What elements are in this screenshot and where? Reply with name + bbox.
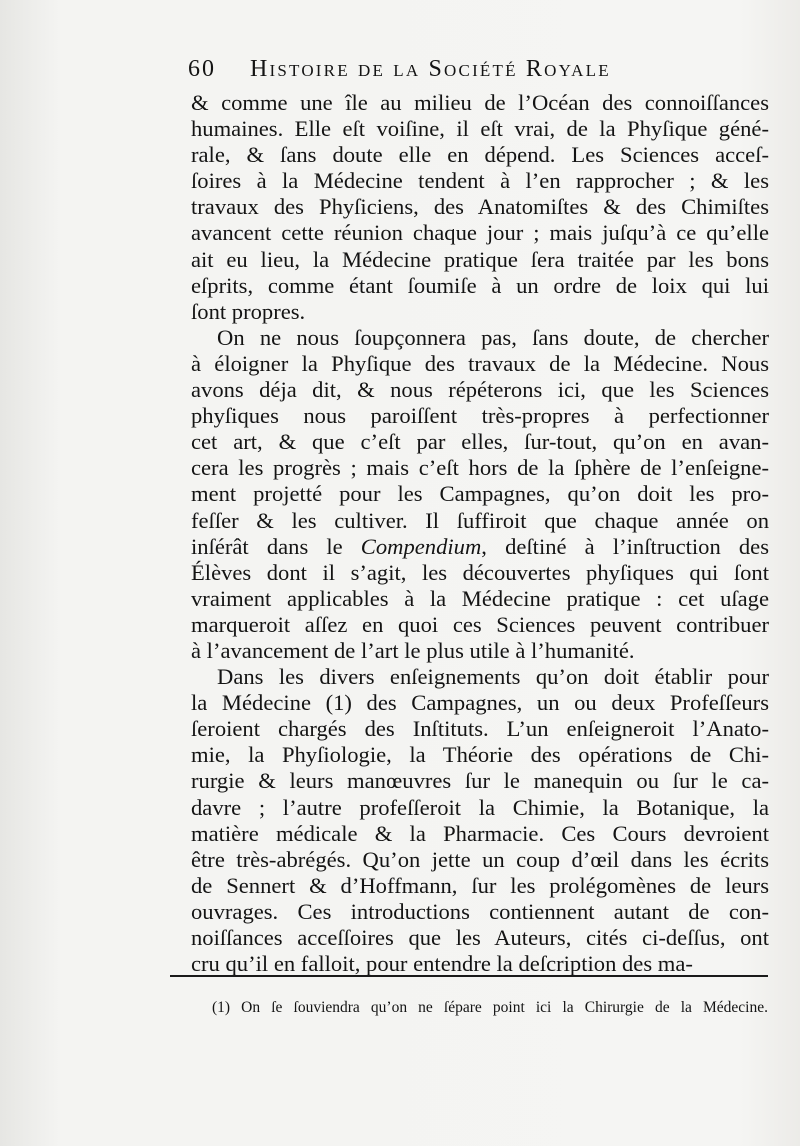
text-line: Dans les divers enſeignements qu’on doit établir pour (217, 664, 769, 690)
text-line: cet art, & que c’eſt par elles, ſur-tout, qu’on en avan- (191, 429, 769, 455)
text-line: être très-abrégés. Qu’on jette un coup d’œil dans les écrits (191, 846, 769, 872)
text-line: ait eu lieu, la Médecine pratique ſera traitée par les bons (191, 246, 769, 272)
body-text (191, 90, 769, 977)
text-line: davre ; l’autre profeſſeroit la Chimie, la Botanique, la (191, 794, 769, 820)
footnote: (1) On ſe ſouviendra qu’on ne ſépare point ici la Chirurgie de la Médecine. (212, 999, 768, 1016)
running-title: Histoire de la Société Royale (250, 56, 611, 82)
text-line: ment projetté pour les Campagnes, qu’on doit les pro- (191, 481, 769, 507)
page-number: 60 (188, 56, 216, 82)
footnote-rule (170, 975, 768, 977)
text-line: ſeroient chargés des Inſtituts. L’un enſeigneroit l’Anato- (191, 716, 769, 742)
text-line: avons déja dit, & nous répéterons ici, que les Sciences (191, 377, 769, 403)
running-header (188, 56, 788, 90)
text-line: & comme une île au milieu de l’Océan des connoiſſances (191, 90, 769, 115)
text-line: humaines. Elle eſt voiſine, il eſt vrai, de la Phyſique géné- (191, 116, 769, 142)
text-line: feſſer & les cultiver. Il ſuffiroit que chaque année on (191, 507, 769, 533)
text-line: cera les progrès ; mais c’eſt hors de la ſphère de l’enſeigne- (191, 455, 769, 481)
text-line: ouvrages. Ces introductions contiennent autant de con- (191, 898, 769, 924)
text-line: vraiment applicables à la Médecine pratique : cet uſage (191, 585, 769, 611)
text-line: rurgie & leurs manœuvres ſur le manequin ou ſur le ca- (191, 768, 769, 794)
text-line: ſoires à la Médecine tendent à l’en rapprocher ; & les (191, 168, 769, 194)
text-line: la Médecine (1) des Campagnes, un ou deux Profeſſeurs (191, 690, 769, 716)
text-line: ſont propres. (191, 298, 306, 324)
text-line: cru qu’il en falloit, pour entendre la deſcription des ma- (191, 951, 693, 977)
italic-word: Compendium (360, 533, 482, 559)
text-line: noiſſances acceſſoires que les Auteurs, cités ci-deſſus, ont (191, 925, 769, 950)
text-line: travaux des Phyſiciens, des Anatomiſtes & des Chimiſtes (191, 194, 769, 220)
text-line: à éloigner la Phyſique des travaux de la Médecine. Nous (191, 350, 769, 376)
text-line: avancent cette réunion chaque jour ; mais juſqu’à ce qu’elle (191, 220, 769, 246)
text-line: mie, la Phyſiologie, la Théorie des opérations de Chi- (191, 742, 769, 768)
text-line: de Sennert & d’Hoffmann, ſur les prolégomènes de leurs (191, 872, 769, 898)
text-line: On ne nous ſoupçonnera pas, ſans doute, de chercher (217, 324, 769, 350)
text-line: rale, & ſans doute elle en dépend. Les Sciences acceſ- (191, 142, 769, 168)
text-line: inſérât dans le Compendium, deſtiné à l’inſtruction des (191, 533, 769, 559)
text-line: à l’avancement de l’art le plus utile à l’humanité. (191, 637, 635, 663)
text-line: phyſiques nous paroiſſent très-propres à perfectionner (191, 403, 769, 429)
text-line: Élèves dont il s’agit, les découvertes phyſiques qui ſont (191, 559, 769, 585)
text-line: eſprits, comme étant ſoumiſe à un ordre de loix qui lui (191, 272, 769, 298)
text-line: matière médicale & la Pharmacie. Ces Cours devroient (191, 820, 769, 846)
text-line: marqueroit aſſez en quoi ces Sciences peuvent contribuer (191, 611, 769, 637)
